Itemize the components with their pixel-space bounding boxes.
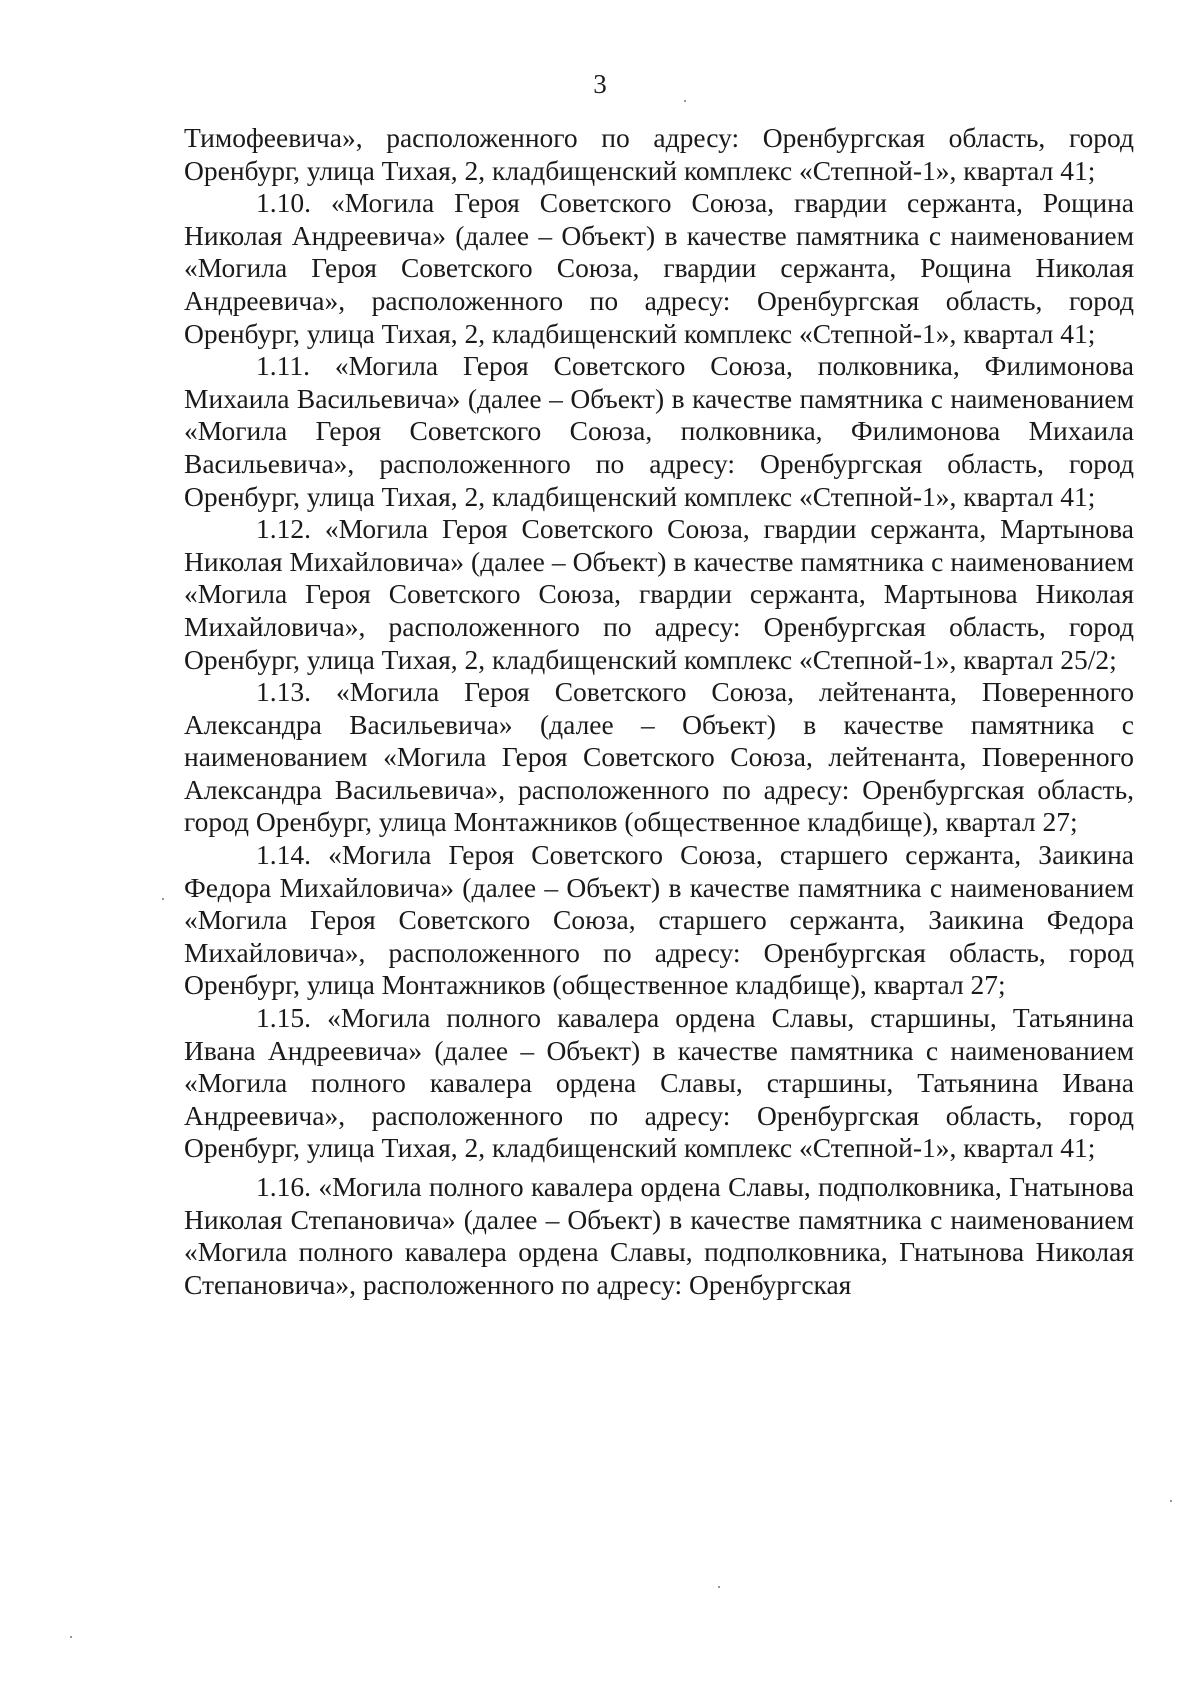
paragraph-item-1-16: 1.16. «Могила полного кавалера ордена Славы, подполковника, Гнатынова Николая Степановича» (далее – Объект) в качестве памятника с наименованием «Могила полного кавалера ордена Славы, подполковника, Гнатынова Николая Степановича», расположенного по адресу: Оренбургская xyxy=(184,1171,1134,1300)
document-body xyxy=(184,122,1134,1301)
paragraph-item-1-15: 1.15. «Могила полного кавалера ордена Славы, старшины, Татьянина Ивана Андреевича» (далее – Объект) в качестве памятника с наименованием «Могила полного кавалера ордена Славы, старшины, Татьянина Ивана Андреевича», расположенного по адресу: Оренбургская область, город Оренбург, улица Тихая, 2, кладбищенский комплекс «Степной-1», квартал 41; xyxy=(184,1002,1134,1164)
paragraph-item-1-11: 1.11. «Могила Героя Советского Союза, полковника, Филимонова Михаила Васильевича» (далее – Объект) в качестве памятника с наименованием «Могила Героя Советского Союза, полковника, Филимонова Михаила Васильевича», расположенного по адресу: Оренбургская область, город Оренбург, улица Тихая, 2, кладбищенский комплекс «Степной-1», квартал 41; xyxy=(184,350,1134,512)
paragraph-item-1-12: 1.12. «Могила Героя Советского Союза, гвардии сержанта, Мартынова Николая Михайловича» (далее – Объект) в качестве памятника с наименованием «Могила Героя Советского Союза, гвардии сержанта, Мартынова Николая Михайловича», расположенного по адресу: Оренбургская область, город Оренбург, улица Тихая, 2, кладбищенский комплекс «Степной-1», квартал 25/2; xyxy=(184,513,1134,675)
paragraph-item-1-14: 1.14. «Могила Героя Советского Союза, старшего сержанта, Заикина Федора Михайловича» (далее – Объект) в качестве памятника с наименованием «Могила Героя Советского Союза, старшего сержанта, Заикина Федора Михайловича», расположенного по адресу: Оренбургская область, город Оренбург, улица Монтажников (общественное кладбище), квартал 27; xyxy=(184,839,1134,1001)
paragraph-continuation: Тимофеевича», расположенного по адресу: Оренбургская область, город Оренбург, улица Тихая, 2, кладбищенский комплекс «Степной-1», квартал 41; xyxy=(184,122,1134,186)
paragraph-item-1-13: 1.13. «Могила Героя Советского Союза, лейтенанта, Поверенного Александра Васильевича» (далее – Объект) в качестве памятника с наименованием «Могила Героя Советского Союза, лейтенанта, Поверенного Александра Васильевича», расположенного по адресу: Оренбургская область, город Оренбург, улица Монтажников (общественное кладбище), квартал 27; xyxy=(184,676,1134,838)
scan-speck xyxy=(684,100,686,102)
page-number: 3 xyxy=(593,69,607,99)
scan-speck xyxy=(162,898,164,900)
scan-speck xyxy=(718,1586,720,1588)
scan-speck xyxy=(70,1636,72,1638)
scan-speck xyxy=(1170,1500,1172,1502)
paragraph-item-1-10: 1.10. «Могила Героя Советского Союза, гвардии сержанта, Рощина Николая Андреевича» (далее – Объект) в качестве памятника с наименованием «Могила Героя Советского Союза, гвардии сержанта, Рощина Николая Андреевича», расположенного по адресу: Оренбургская область, город Оренбург, улица Тихая, 2, кладбищенский комплекс «Степной-1», квартал 41; xyxy=(184,187,1134,349)
